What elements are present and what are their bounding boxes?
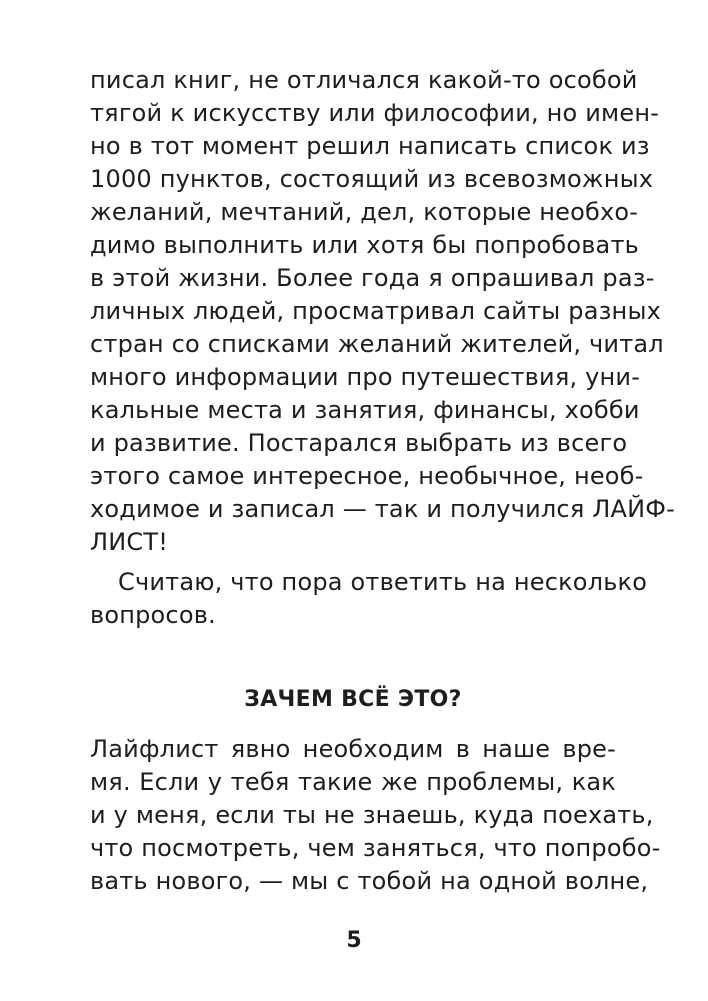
- paragraph-line: димо выполнить или хотя бы попробовать: [90, 231, 639, 259]
- paragraph-line: вопросов.: [90, 601, 216, 629]
- paragraph-line: этого самое интересное, необычное, необ-: [90, 462, 644, 490]
- paragraph-line: мя. Если у тебя такие же проблемы, как: [90, 768, 616, 796]
- paragraph-line: в этой жизни. Более года я опрашивал раз-: [90, 264, 655, 292]
- paragraph-line: тягой к искусству или философии, но имен-: [90, 99, 660, 127]
- paragraph-line: ходимое и записал — так и получился ЛАЙФ-: [90, 495, 676, 523]
- paragraph-line: много информации про путешествия, уни-: [90, 363, 641, 391]
- paragraph-line: 1000 пунктов, состоящий из всевозможных: [90, 165, 654, 193]
- paragraph-line: вать нового, — мы с тобой на одной волне,: [90, 867, 649, 895]
- paragraph-line: что посмотреть, чем заняться, что попробо-: [90, 834, 661, 862]
- page-number: 5: [346, 928, 362, 953]
- paragraph-line: Лайфлист явно необходим в наше вре-: [90, 735, 616, 763]
- paragraph-line: кальные места и занятия, финансы, хобби: [90, 396, 640, 424]
- paragraph-line: стран со списками желаний жителей, читал: [90, 330, 664, 358]
- paragraph-line: и у меня, если ты не знаешь, куда поехать,: [90, 801, 654, 829]
- paragraph-line: желаний, мечтаний, дел, которые необхо-: [90, 198, 639, 226]
- paragraph-line: но в тот момент решил написать список из: [90, 132, 650, 160]
- paragraph-line: Считаю, что пора ответить на несколько: [118, 568, 648, 596]
- paragraph-line: и развитие. Постарался выбрать из всего: [90, 429, 628, 457]
- section-heading: ЗАЧЕМ ВСЁ ЭТО?: [244, 687, 462, 712]
- paragraph-line: личных людей, просматривал сайты разных: [90, 297, 662, 325]
- paragraph-line: писал книг, не отличался какой-то особой: [90, 66, 638, 94]
- paragraph-line: ЛИСТ!: [90, 528, 169, 556]
